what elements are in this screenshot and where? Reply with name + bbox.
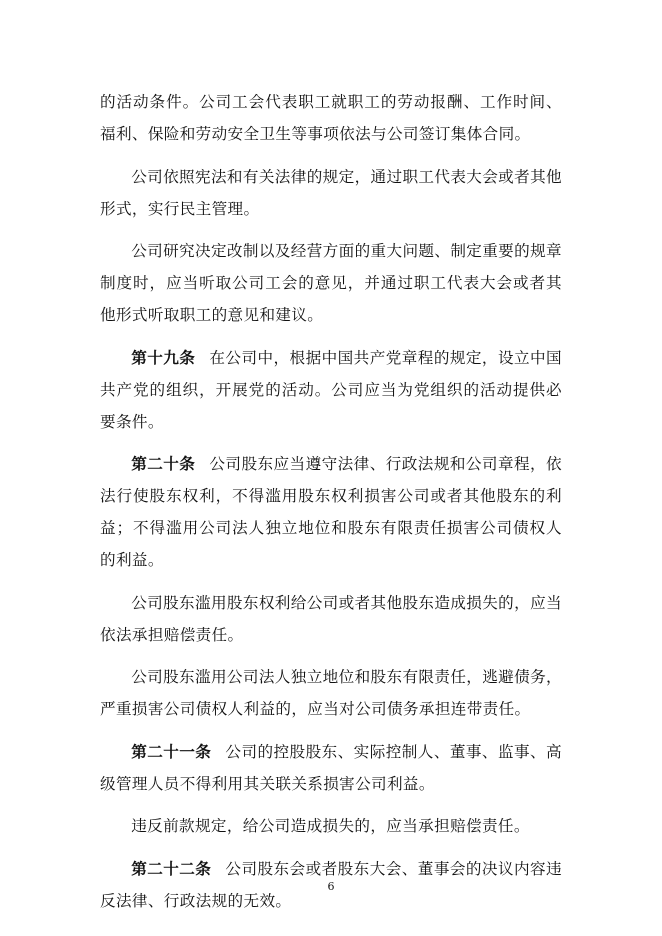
paragraph (100, 587, 562, 651)
article-number: 第十九条 (131, 347, 196, 367)
article-number: 第二十二条 (131, 858, 212, 878)
paragraph-text: 的活动条件。公司工会代表职工就职工的劳动报酬、工作时间、福利、保险和劳动安全卫生等事项依法与公司签订集体合同。 (100, 93, 562, 143)
paragraph-text: 公司股东滥用股东权利给公司或者其他股东造成损失的，应当依法承担赔偿责任。 (100, 593, 562, 644)
article-paragraph (100, 736, 562, 800)
paragraph-text: 公司股东滥用公司法人独立地位和股东有限责任，逃避债务，严重损害公司债权人利益的，应当对公司债务承担连带责任。 (100, 668, 562, 718)
body-text (100, 86, 562, 927)
paragraph (100, 810, 562, 842)
paragraph-text: 公司研究决定改制以及经营方面的重大问题、制定重要的规章制度时，应当听取公司工会的意见，并通过职工代表大会或者其他形式听取职工的意见和建议。 (100, 242, 562, 324)
page-number: 6 (327, 880, 335, 893)
paragraph-text: 公司股东应当遵守法律、行政法规和公司章程，依法行使股东权利，不得滥用股东权利损害公司或者其他股东的利益；不得滥用公司法人独立地位和股东有限责任损害公司债权人的利益。 (100, 455, 562, 569)
paragraph-text: 在公司中，根据中国共产党章程的规定，设立中国共产党的组织，开展党的活动。公司应当为党组织的活动提供必要条件。 (100, 348, 562, 431)
paragraph-text: 公司股东会或者股东大会、董事会的决议内容违反法律、行政法规的无效。 (100, 859, 562, 910)
paragraph (100, 86, 562, 150)
paragraph-text: 公司依照宪法和有关法律的规定，通过职工代表大会或者其他形式，实行民主管理。 (100, 167, 562, 218)
paragraph-text: 公司的控股股东、实际控制人、董事、监事、高级管理人员不得利用其关联关系损害公司利益。 (100, 742, 562, 793)
paragraph (100, 661, 562, 725)
article-number: 第二十一条 (131, 741, 212, 761)
paragraph (100, 235, 562, 331)
article-paragraph (100, 448, 562, 576)
paragraph-text: 违反前款规定，给公司造成损失的，应当承担赔偿责任。 (131, 817, 530, 835)
article-paragraph (100, 342, 562, 438)
article-number: 第二十条 (131, 454, 196, 473)
paragraph (100, 161, 562, 225)
